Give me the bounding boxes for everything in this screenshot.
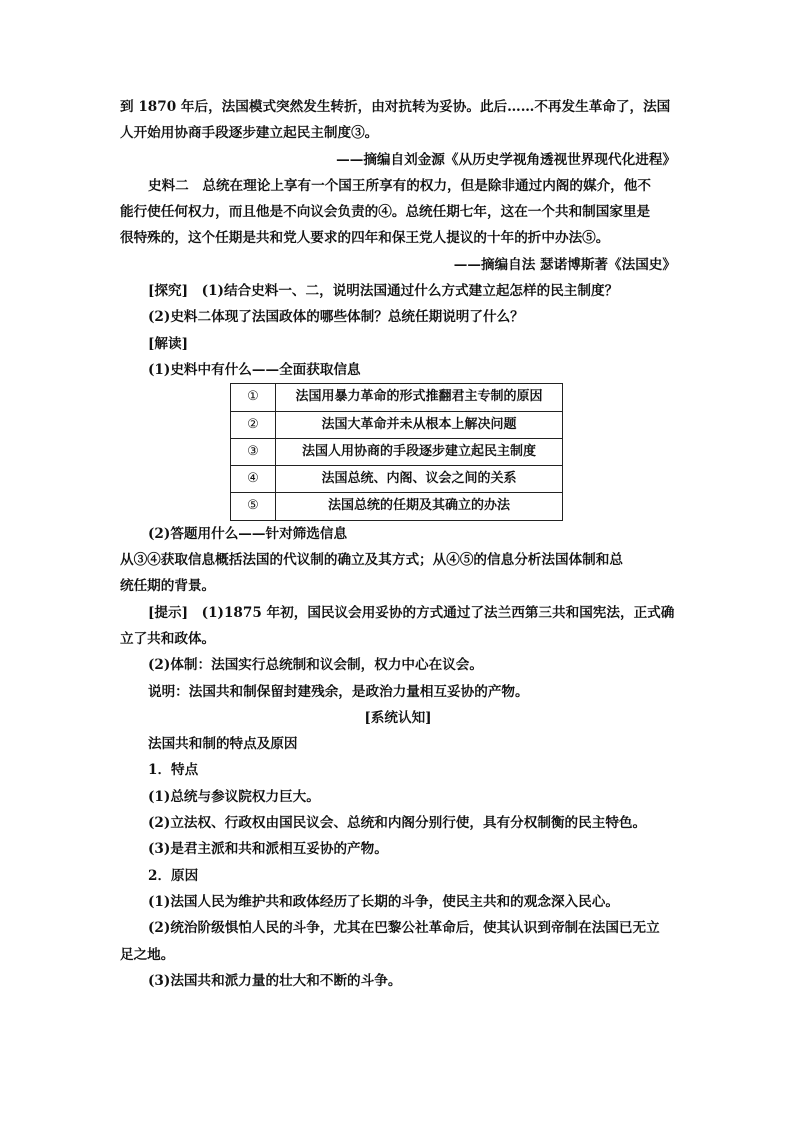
table-cell-text: 法国总统、内阁、议会之间的关系 (276, 466, 563, 493)
passage-line: 能行使任何权力，而且他是不向议会负责的④。总统任期七年，这在一个共和制国家里是 (120, 204, 651, 221)
section-title: [系统认知] (364, 709, 432, 726)
section-heading: 法国共和制的特点及原因 (148, 736, 298, 753)
hint-line: [提示] (1)1875 年初，国民议会用妥协的方式通过了法兰西第三共和国宪法，正式确 (148, 604, 675, 621)
table-cell-num: ① (231, 384, 276, 411)
table-cell-text: 法国总统的任期及其确立的办法 (276, 493, 563, 520)
source-citation: ——摘编自刘金源《从历史学视角透视世界现代化进程》 (336, 151, 676, 168)
reason-item: (3)法国共和派力量的壮大和不断的斗争。 (148, 972, 402, 989)
interpret-step-1: (1)史料中有什么——全面获取信息 (148, 361, 361, 378)
material-two: 史料二 总统在理论上享有一个国王所享有的权力，但是除非通过内阁的媒介，他不 (148, 177, 651, 194)
answer-guide-line: 统任期的背景。 (120, 578, 216, 595)
table-row (231, 438, 563, 465)
feature-item: (2)立法权、行政权由国民议会、总统和内阁分别行使，具有分权制衡的民主特色。 (148, 815, 647, 832)
hint-point-2: (2)体制：法国实行总统制和议会制，权力中心在议会。 (148, 657, 483, 674)
passage-line: 到 1870 年后，法国模式突然发生转折，由对抗转为妥协。此后……不再发生革命了，法国 (120, 99, 671, 115)
interpret-label: [解读] (148, 335, 189, 352)
table-row (231, 384, 563, 411)
table-cell-text: 法国用暴力革命的形式推翻君主专制的原因 (276, 384, 563, 411)
hint-line: 立了共和政体。 (120, 630, 216, 647)
table-cell-text: 法国大革命并未从根本上解决问题 (276, 411, 563, 438)
feature-item: (1)总统与参议院权力巨大。 (148, 788, 320, 805)
reason-item-cont: 足之地。 (120, 946, 175, 963)
reason-item: (1)法国人民为维护共和政体经历了长期的斗争，使民主共和的观念深入民心。 (148, 893, 619, 910)
table-cell-num: ② (231, 411, 276, 438)
hint-explanation: 说明：法国共和制保留封建残余，是政治力量相互妥协的产物。 (148, 683, 529, 700)
passage-line: 人开始用协商手段逐步建立起民主制度③。 (120, 125, 379, 142)
inquiry-question-1: [探究] (1)结合史料一、二，说明法国通过什么方式建立起怎样的民主制度？ (148, 283, 619, 300)
table-row (231, 466, 563, 493)
subsection-features: 1．特点 (148, 762, 199, 779)
subsection-reasons: 2．原因 (148, 867, 199, 884)
interpret-step-2: (2)答题用什么——针对筛选信息 (148, 525, 348, 542)
inquiry-question-2: (2)史料二体现了法国政体的哪些体制？总统任期说明了什么？ (148, 309, 524, 326)
document-page (120, 94, 676, 994)
table-cell-num: ③ (231, 438, 276, 465)
table-cell-num: ⑤ (231, 493, 276, 520)
table-row (231, 493, 563, 520)
answer-guide-line: 从③④获取信息概括法国的代议制的确立及其方式；从④⑤的信息分析法国体制和总 (120, 552, 623, 569)
table-cell-text: 法国人用协商的手段逐步建立起民主制度 (276, 438, 563, 465)
source-citation: ——摘编自法 瑟诺博斯著《法国史》 (453, 256, 676, 273)
feature-item: (3)是君主派和共和派相互妥协的产物。 (148, 841, 388, 858)
table-row (231, 411, 563, 438)
info-table (230, 383, 563, 520)
reason-item: (2)统治阶级惧怕人民的斗争，尤其在巴黎公社革命后，使其认识到帝制在法国已无立 (148, 920, 660, 937)
table-cell-num: ④ (231, 466, 276, 493)
passage-line: 很特殊的，这个任期是共和党人要求的四年和保王党人提议的十年的折中办法⑤。 (120, 230, 610, 247)
